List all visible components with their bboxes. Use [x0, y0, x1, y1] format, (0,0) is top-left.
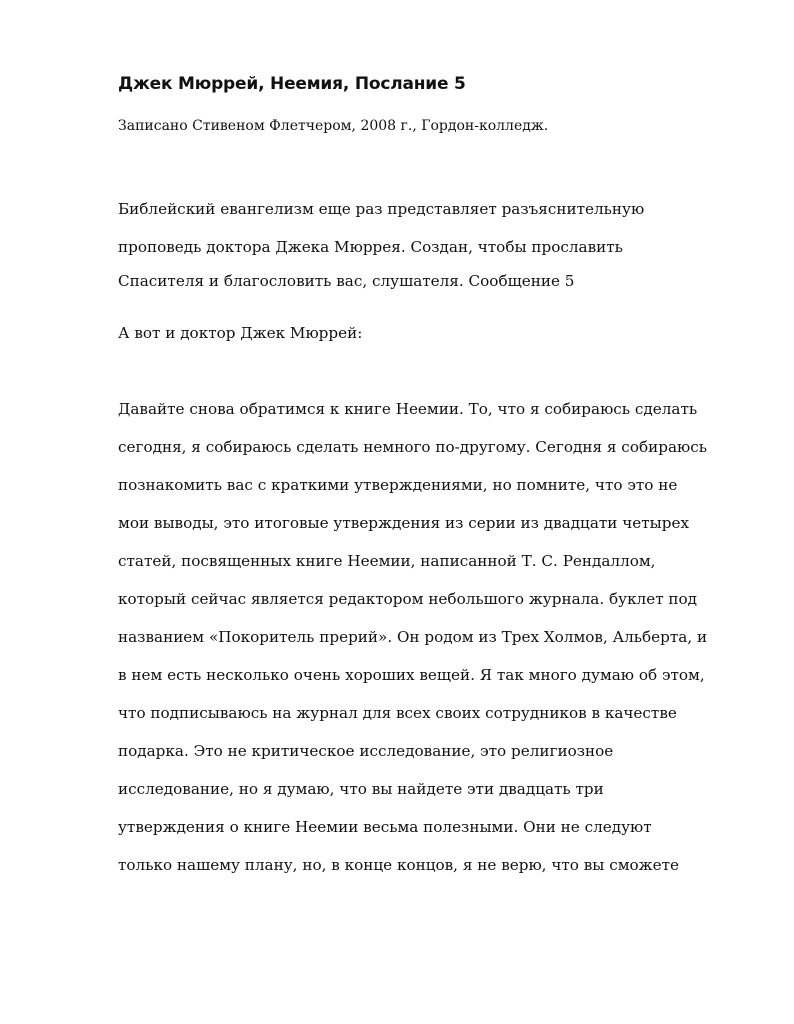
announce-line: А вот и доктор Джек Мюррей: [118, 324, 363, 342]
intro-line: проповедь доктора Джека Мюррея. Создан, чтобы прославить [118, 238, 623, 256]
intro-line: Спасителя и благословить вас, слушателя. Сообщение 5 [118, 272, 575, 290]
intro-paragraph [118, 190, 698, 296]
body-line: утверждения о книге Неемии весьма полезными. Они не следуют [118, 818, 652, 836]
body-line: что подписываюсь на журнал для всех своих сотрудников в качестве [118, 704, 677, 722]
body-paragraph [118, 390, 708, 884]
body-line: в нем есть несколько очень хороших вещей. Я так много думаю об этом, [118, 666, 705, 684]
body-line: только нашему плану, но, в конце концов, я не верю, что вы сможете [118, 856, 680, 874]
body-line: сегодня, я собираюсь сделать немного по-другому. Сегодня я собираюсь [118, 438, 707, 456]
document-subtitle: Записано Стивеном Флетчером, 2008 г., Гордон-колледж. [118, 118, 549, 134]
document-title: Джек Мюррей, Неемия, Послание 5 [118, 74, 466, 94]
body-line: статей, посвященных книге Неемии, написанной Т. С. Рендаллом, [118, 552, 656, 570]
body-line: познакомить вас с краткими утверждениями, но помните, что это не [118, 476, 678, 494]
body-line: названием «Покоритель прерий». Он родом из Трех Холмов, Альберта, и [118, 628, 708, 646]
body-line: мои выводы, это итоговые утверждения из серии из двадцати четырех [118, 514, 690, 532]
body-line: исследование, но я думаю, что вы найдете эти двадцать три [118, 780, 604, 798]
body-line: который сейчас является редактором небольшого журнала. буклет под [118, 590, 698, 608]
body-line: Давайте снова обратимся к книге Неемии. То, что я собираюсь сделать [118, 400, 698, 418]
intro-line: Библейский евангелизм еще раз представляет разъяснительную [118, 200, 645, 218]
body-line: подарка. Это не критическое исследование, это религиозное [118, 742, 614, 760]
announce-paragraph [118, 314, 698, 352]
